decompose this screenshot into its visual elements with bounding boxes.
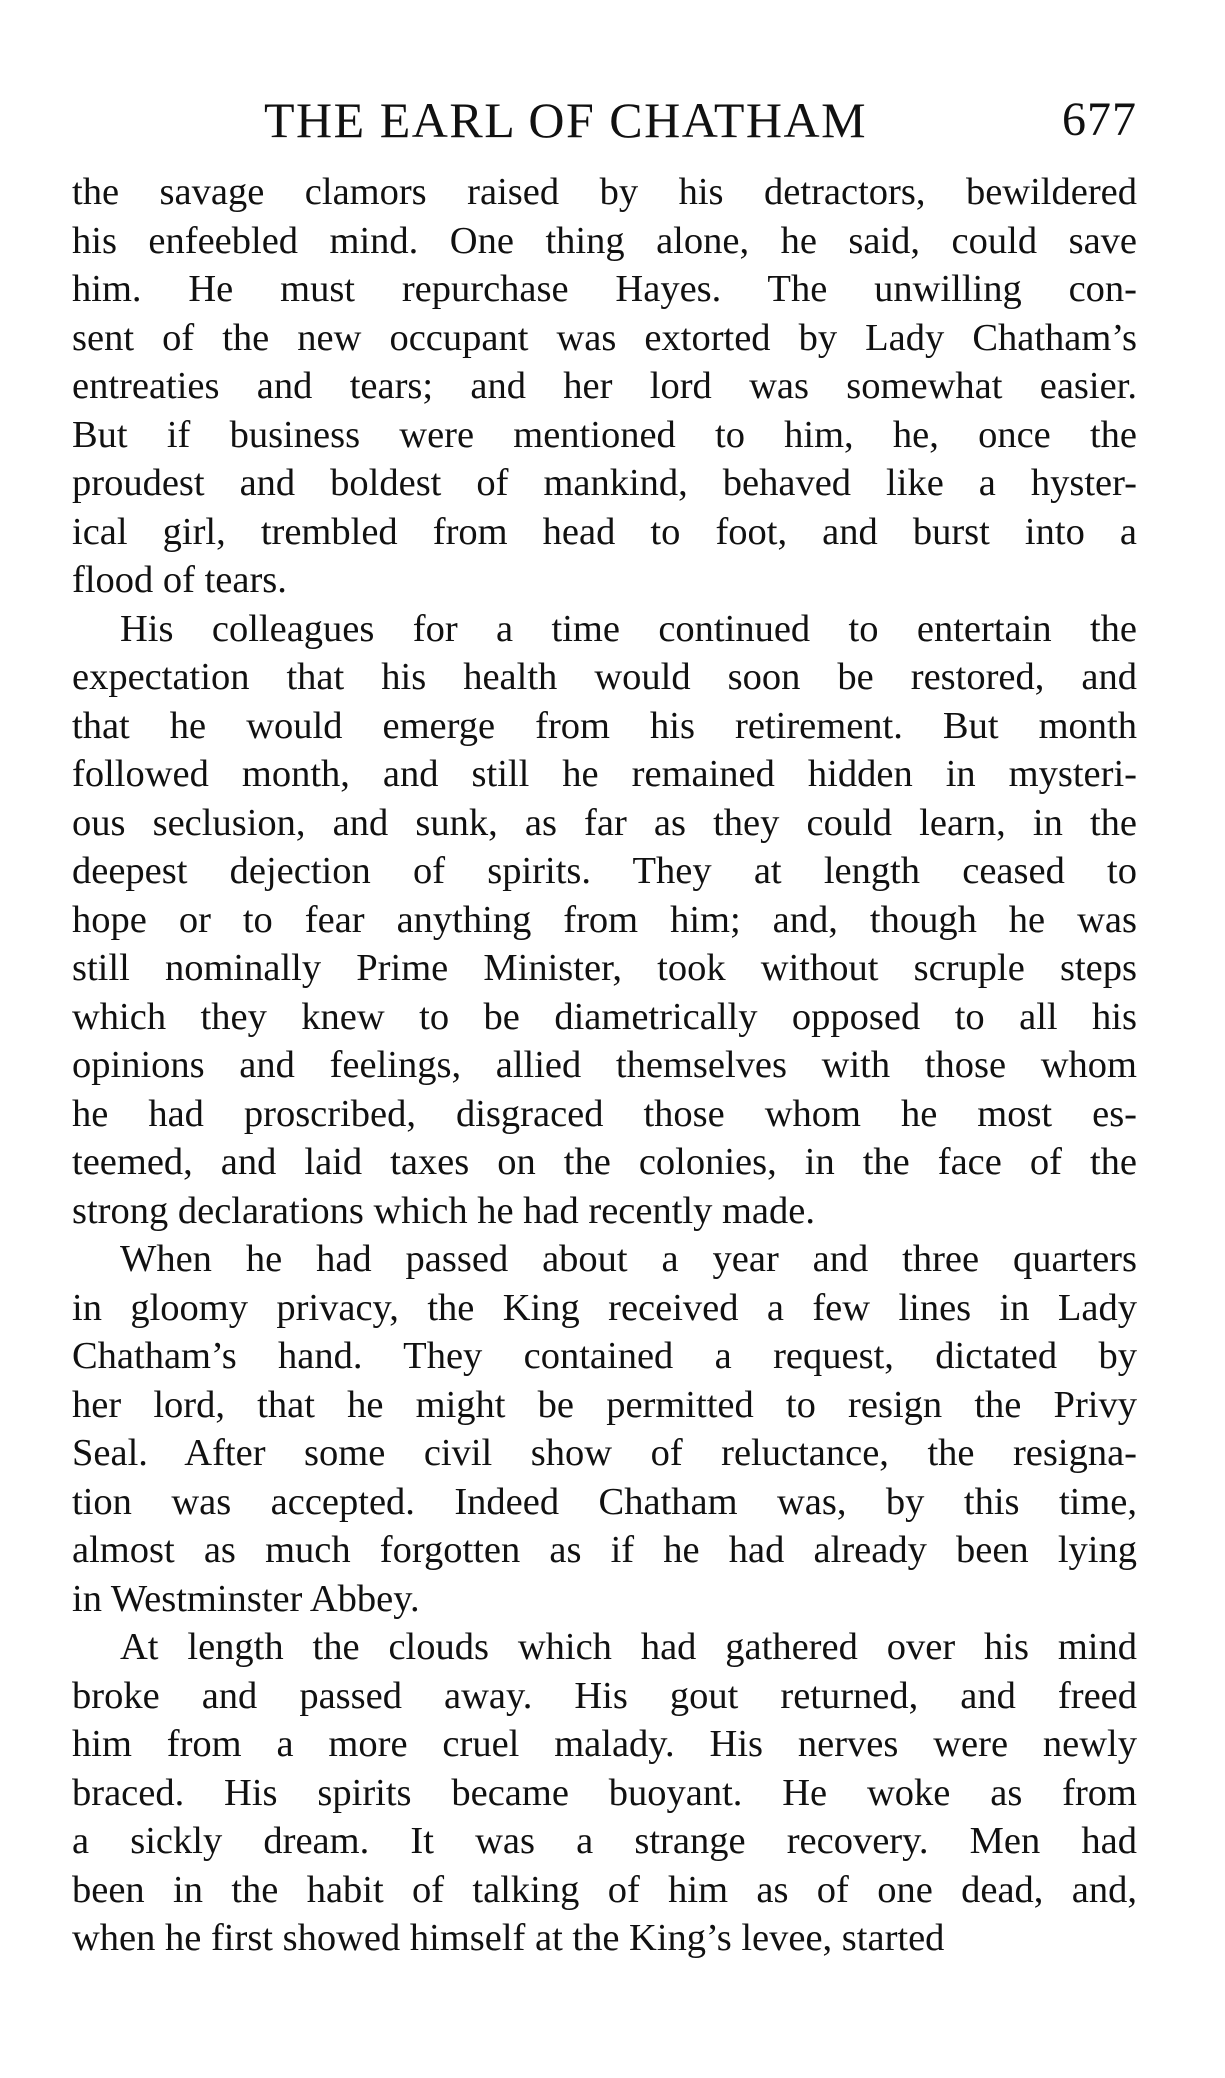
text-line: sent of the new occupant was extorted by Lady Chatham’s xyxy=(72,316,1137,359)
text-line: When he had passed about a year and three quarters xyxy=(120,1238,1137,1280)
text-line: that he would emerge from his retirement. But month xyxy=(72,704,1137,747)
text-line: him. He must repurchase Hayes. The unwilling con- xyxy=(72,268,1137,310)
text-line: Seal. After some civil show of reluctance, the resigna- xyxy=(72,1432,1137,1474)
text-line: ous seclusion, and sunk, as far as they could learn, in the xyxy=(72,801,1137,844)
text-line: deepest dejection of spirits. They at length ceased to xyxy=(72,850,1137,892)
paragraph xyxy=(72,605,1137,1236)
text-line: in Westminster Abbey. xyxy=(72,1577,420,1620)
text-line: hope or to fear anything from him; and, though he was xyxy=(72,898,1137,941)
text-line: teemed, and laid taxes on the colonies, in the face of the xyxy=(72,1141,1137,1183)
text-line: expectation that his health would soon be restored, and xyxy=(72,656,1137,698)
text-line: his enfeebled mind. One thing alone, he said, could save xyxy=(72,219,1137,262)
text-line: ical girl, trembled from head to foot, and burst into a xyxy=(72,510,1137,553)
text-line: proudest and boldest of mankind, behaved like a hyster- xyxy=(72,462,1137,504)
text-line: opinions and feelings, allied themselves with those whom xyxy=(72,1044,1137,1086)
text-line: followed month, and still he remained hidden in mysteri- xyxy=(72,753,1137,795)
running-head xyxy=(72,88,1137,152)
text-line: in gloomy privacy, the King received a few lines in Lady xyxy=(72,1286,1137,1329)
text-line: her lord, that he might be permitted to resign the Privy xyxy=(72,1383,1137,1426)
body-text xyxy=(72,168,1137,1963)
text-line: a sickly dream. It was a strange recovery. Men had xyxy=(72,1820,1137,1862)
text-line: the savage clamors raised by his detractors, bewildered xyxy=(72,171,1137,213)
text-line: him from a more cruel malady. His nerves were newly xyxy=(72,1723,1137,1765)
page-number: 677 xyxy=(1062,93,1137,146)
text-line: Chatham’s hand. They contained a request, dictated by xyxy=(72,1335,1137,1377)
text-line: But if business were mentioned to him, he, once the xyxy=(72,413,1137,456)
text-line: broke and passed away. His gout returned, and freed xyxy=(72,1674,1137,1717)
paragraph xyxy=(72,168,1137,605)
text-line: when he first showed himself at the King’s levee, started xyxy=(72,1917,945,1959)
text-line: At length the clouds which had gathered over his mind xyxy=(120,1626,1137,1668)
text-line: entreaties and tears; and her lord was somewhat easier. xyxy=(72,365,1137,407)
text-line: been in the habit of talking of him as of one dead, and, xyxy=(72,1868,1137,1911)
paragraph xyxy=(72,1623,1137,1963)
text-line: he had proscribed, disgraced those whom he most es- xyxy=(72,1092,1137,1135)
text-line: His colleagues for a time continued to entertain the xyxy=(120,607,1137,650)
text-line: which they knew to be diametrically opposed to all his xyxy=(72,995,1137,1038)
text-line: strong declarations which he had recently made. xyxy=(72,1189,815,1232)
running-title: THE EARL OF CHATHAM xyxy=(264,92,868,148)
text-line: tion was accepted. Indeed Chatham was, by this time, xyxy=(72,1480,1137,1523)
text-line: almost as much forgotten as if he had already been lying xyxy=(72,1529,1137,1571)
text-line: braced. His spirits became buoyant. He woke as from xyxy=(72,1771,1137,1814)
text-line: still nominally Prime Minister, took without scruple steps xyxy=(72,947,1137,989)
text-line: flood of tears. xyxy=(72,559,287,601)
paragraph xyxy=(72,1235,1137,1623)
